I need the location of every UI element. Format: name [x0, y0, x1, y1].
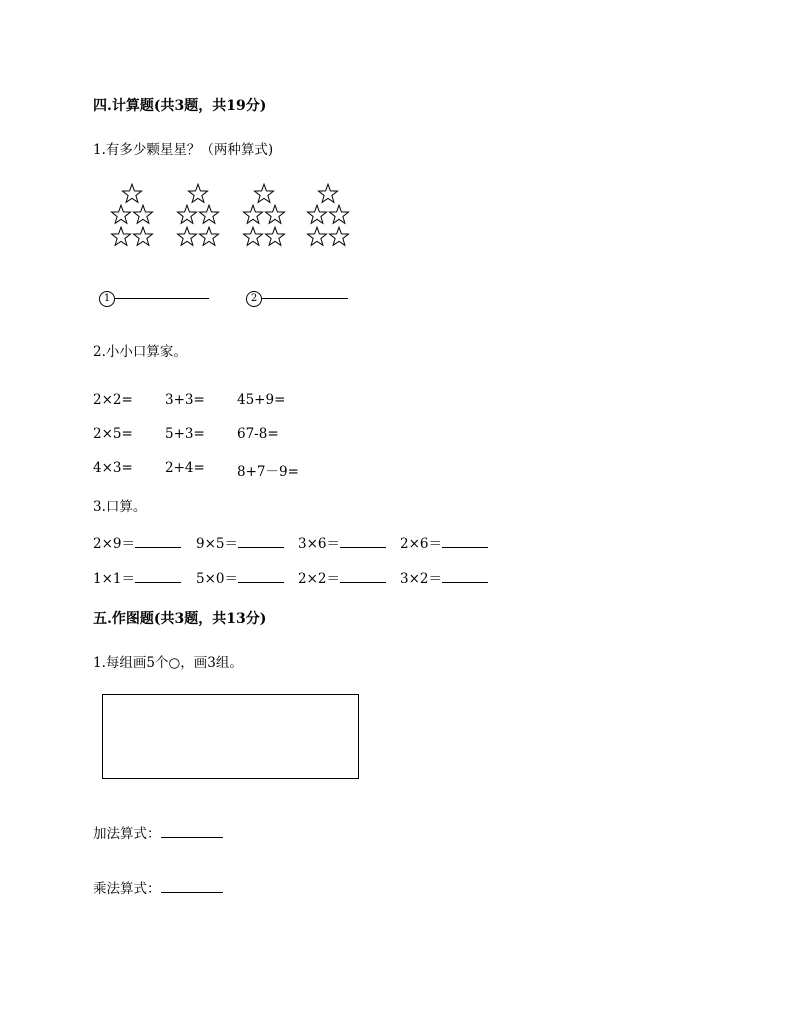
multiplication-expression	[93, 877, 223, 897]
question-3-text: 3.口算。	[93, 499, 147, 515]
star-icon	[132, 226, 154, 247]
star-icon	[328, 204, 350, 225]
star-icon	[253, 183, 275, 204]
section-4-title: 四.计算题(共3题，共19分)	[93, 98, 267, 114]
star-icon	[264, 204, 286, 225]
star-outline	[243, 227, 262, 245]
answer-blank-1[interactable]	[99, 286, 209, 307]
star-outline	[199, 205, 218, 223]
q3-item	[93, 567, 181, 587]
q3-item	[298, 532, 386, 552]
q2-cell: 67-8=	[237, 426, 279, 442]
q2-cell: 4×3=	[93, 460, 133, 476]
star-outline	[318, 184, 337, 202]
star-outline	[111, 227, 130, 245]
star-outline	[199, 227, 218, 245]
star-icon	[306, 204, 328, 225]
blank-line[interactable]	[262, 286, 348, 299]
star-icon	[264, 226, 286, 247]
question-2-text: 2.小小口算家。	[93, 344, 187, 360]
q3-expression: 5×0＝	[196, 571, 238, 587]
star-icon	[317, 183, 339, 204]
q3-item	[400, 532, 488, 552]
star-icon	[306, 226, 328, 247]
star-icon	[110, 226, 132, 247]
blank-line[interactable]	[161, 880, 223, 893]
q3-item	[196, 567, 284, 587]
circled-number-1: 1	[99, 291, 115, 307]
blank-line[interactable]	[135, 570, 181, 583]
section-5-title: 五.作图题(共3题，共13分)	[93, 611, 267, 627]
star-outline	[177, 227, 196, 245]
question-1-text: 1.有多少颗星星？（两种算式)	[93, 142, 274, 158]
blank-line[interactable]	[442, 570, 488, 583]
star-outline	[133, 205, 152, 223]
answer-blank-2[interactable]	[246, 286, 348, 307]
star-outline	[111, 205, 130, 223]
star-icon	[121, 183, 143, 204]
blank-line[interactable]	[115, 286, 209, 299]
star-outline	[254, 184, 273, 202]
star-outline	[329, 227, 348, 245]
star-icon	[176, 204, 198, 225]
q3-item	[196, 532, 284, 552]
star-icon	[187, 183, 209, 204]
star-icon	[176, 226, 198, 247]
blank-line[interactable]	[238, 570, 284, 583]
q2-cell: 2×5=	[93, 426, 133, 442]
star-outline	[307, 205, 326, 223]
q3-item	[93, 532, 181, 552]
q2-cell: 2×2=	[93, 392, 133, 408]
star-outline	[188, 184, 207, 202]
star-outline	[177, 205, 196, 223]
star-outline	[133, 227, 152, 245]
star-outline	[265, 227, 284, 245]
star-outline	[122, 184, 141, 202]
star-icon	[110, 204, 132, 225]
q3-item	[400, 567, 488, 587]
star-outline	[329, 205, 348, 223]
star-icon	[328, 226, 350, 247]
q3-item	[298, 567, 386, 587]
q3-expression: 2×9＝	[93, 536, 135, 552]
q2-cell: 3+3=	[165, 392, 205, 408]
addition-expression	[93, 822, 223, 842]
blank-line[interactable]	[161, 825, 223, 838]
addition-label: 加法算式：	[93, 826, 161, 842]
q3-expression: 2×6＝	[400, 536, 442, 552]
blank-line[interactable]	[340, 570, 386, 583]
q2-cell: 45+9=	[237, 392, 286, 408]
q3-expression: 3×2＝	[400, 571, 442, 587]
q3-expression: 3×6＝	[298, 536, 340, 552]
multiplication-label: 乘法算式：	[93, 881, 161, 897]
blank-line[interactable]	[340, 535, 386, 548]
star-icon	[242, 226, 264, 247]
q3-expression: 2×2＝	[298, 571, 340, 587]
star-outline	[265, 205, 284, 223]
q3-expression: 1×1＝	[93, 571, 135, 587]
q2-cell: 2+4=	[165, 460, 205, 476]
star-outline	[243, 205, 262, 223]
star-icon	[242, 204, 264, 225]
blank-line[interactable]	[135, 535, 181, 548]
q2-cell: 5+3=	[165, 426, 205, 442]
drawing-box[interactable]	[102, 694, 359, 779]
q3-expression: 9×5＝	[196, 536, 238, 552]
blank-line[interactable]	[442, 535, 488, 548]
blank-line[interactable]	[238, 535, 284, 548]
circled-number-2: 2	[246, 291, 262, 307]
star-outline	[307, 227, 326, 245]
section-5-question-1-text: 1.每组画5个○，画3组。	[93, 655, 243, 671]
star-icon	[132, 204, 154, 225]
star-icon	[198, 204, 220, 225]
star-icon	[198, 226, 220, 247]
q2-cell: 8+7－9=	[237, 464, 299, 480]
